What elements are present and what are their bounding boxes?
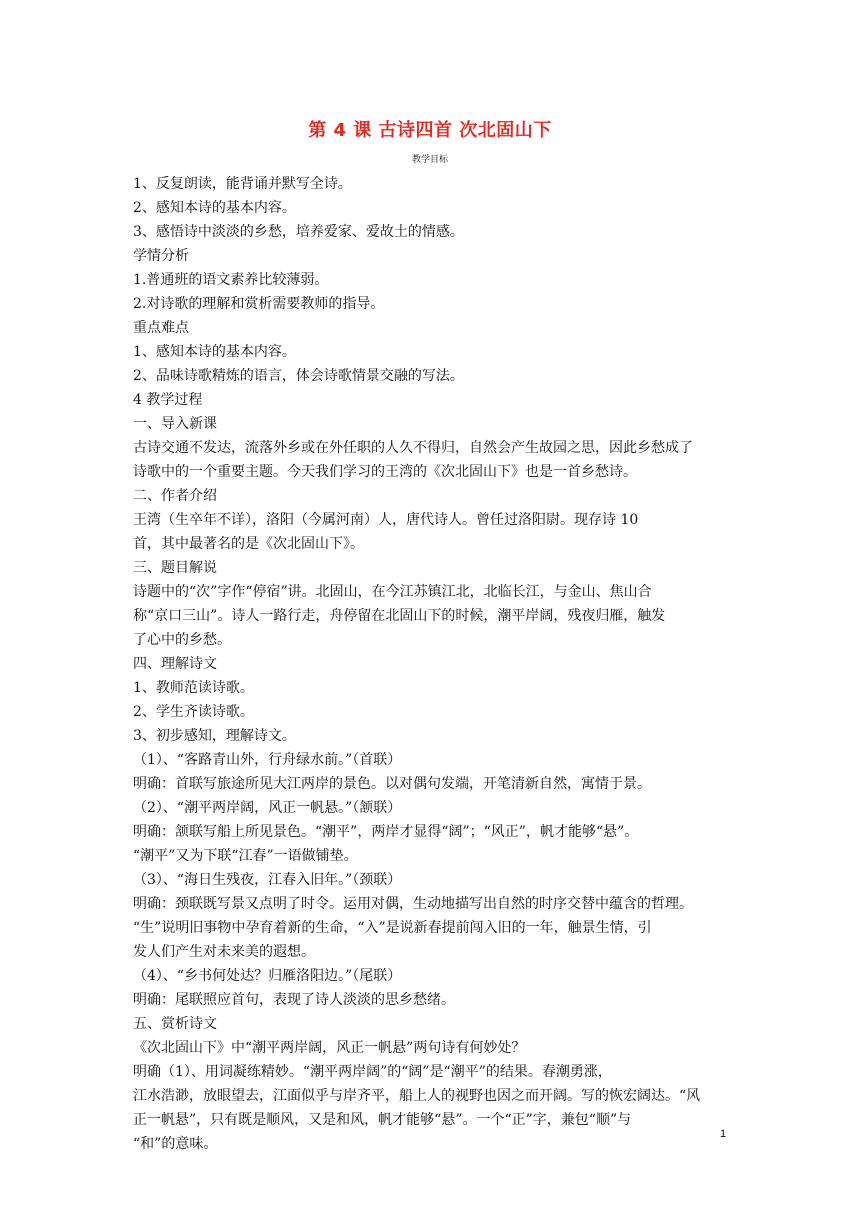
text-line: “和”的意味。 — [133, 1136, 218, 1152]
text-line: （2）、“潮平两岸阔，风正一帆悬。”（颔联） — [133, 800, 402, 816]
text-line: 1、反复朗读，能背诵并默写全诗。 — [133, 176, 352, 192]
document-title: 第 4 课 古诗四首 次北固山下 — [308, 120, 552, 141]
section-heading: 五、赏析诗文 — [133, 1016, 217, 1032]
text-line: 明确：颈联既写景又点明了时令。运用对偶，生动地描写出自然的时序交替中蕴含的哲理。 — [133, 896, 693, 912]
section-heading: 四、理解诗文 — [133, 656, 217, 672]
text-line: 了心中的乡愁。 — [133, 632, 231, 648]
text-line: 2、学生齐读诗歌。 — [133, 704, 254, 720]
text-line: 1、教师范读诗歌。 — [133, 680, 254, 696]
text-line: （4）、“乡书何处达？归雁洛阳边。”（尾联） — [133, 968, 402, 984]
text-line: 诗歌中的一个重要主题。今天我们学习的王湾的《次北固山下》也是一首乡愁诗。 — [133, 464, 637, 480]
text-line: 2、感知本诗的基本内容。 — [133, 200, 296, 216]
text-line: 古诗交通不发达，流落外乡或在外任职的人久不得归，自然会产生故园之思，因此乡愁成了 — [133, 440, 693, 456]
text-line: 2、品味诗歌精炼的语言，体会诗歌情景交融的写法。 — [133, 368, 464, 384]
page-number: 1 — [720, 1128, 727, 1140]
text-line: 王湾（生卒年不详），洛阳（今属河南）人，唐代诗人。曾任过洛阳尉。现存诗 10 — [133, 512, 639, 528]
text-line: “生”说明旧事物中孕育着新的生命，“入”是说新春提前闯入旧的一年，触景生情，引 — [133, 920, 652, 936]
text-line: 3、感悟诗中淡淡的乡愁，培养爱家、爱故土的情感。 — [133, 224, 464, 240]
text-line: “潮平”又为下联“江春”一语做铺垫。 — [133, 848, 358, 864]
section-heading: 教学目标 — [411, 155, 448, 165]
text-line: 明确：尾联照应首句，表现了诗人淡淡的思乡愁绪。 — [133, 992, 455, 1008]
text-line: 明确：颔联写船上所见景色。“潮平”，两岸才显得“阔”；“风正”，帆才能够“悬”。 — [133, 824, 639, 840]
text-line: 1.普通班的语文素养比较薄弱。 — [133, 272, 329, 288]
section-heading: 4 教学过程 — [133, 392, 203, 408]
section-heading: 三、题目解说 — [133, 560, 217, 576]
text-line: 江水浩渺，放眼望去，江面似乎与岸齐平，船上人的视野也因之而开阔。写的恢宏阔达。“风 — [133, 1088, 701, 1104]
section-heading: 二、作者介绍 — [133, 488, 217, 504]
text-line: 称“京口三山”。诗人一路行走，舟停留在北固山下的时候，潮平岸阔，残夜归雁，触发 — [133, 608, 666, 624]
text-line: 正一帆悬”，只有既是顺风，又是和风，帆才能够“悬”。一个“正”字，兼包“顺”与 — [133, 1112, 632, 1128]
section-heading: 一、导入新课 — [133, 416, 217, 432]
text-line: 明确（1）、用词凝练精妙。“潮平两岸阔”的“阔”是“潮平”的结果。春潮勇涨， — [133, 1064, 612, 1080]
text-line: 3、初步感知，理解诗文。 — [133, 728, 296, 744]
text-line: 1、感知本诗的基本内容。 — [133, 344, 296, 360]
text-line: （3）、“海日生残夜，江春入旧年。”（颈联） — [133, 872, 402, 888]
text-line: 首，其中最著名的是《次北固山下》。 — [133, 536, 364, 552]
text-line: 明确：首联写旅途所见大江两岸的景色。以对偶句发端，开笔清新自然，寓情于景。 — [133, 776, 651, 792]
section-heading: 学情分析 — [133, 248, 189, 264]
text-line: 发人们产生对未来美的遐想。 — [133, 944, 315, 960]
text-line: 《次北固山下》中“潮平两岸阔，风正一帆悬”两句诗有何妙处？ — [133, 1040, 526, 1056]
section-heading: 重点难点 — [133, 320, 189, 336]
text-line: 2.对诗歌的理解和赏析需要教师的指导。 — [133, 296, 385, 312]
text-line: 诗题中的“次”字作“停宿”讲。北固山，在今江苏镇江北，北临长江，与金山、焦山合 — [133, 584, 652, 600]
text-line: （1）、“客路青山外，行舟绿水前。”（首联） — [133, 752, 402, 768]
